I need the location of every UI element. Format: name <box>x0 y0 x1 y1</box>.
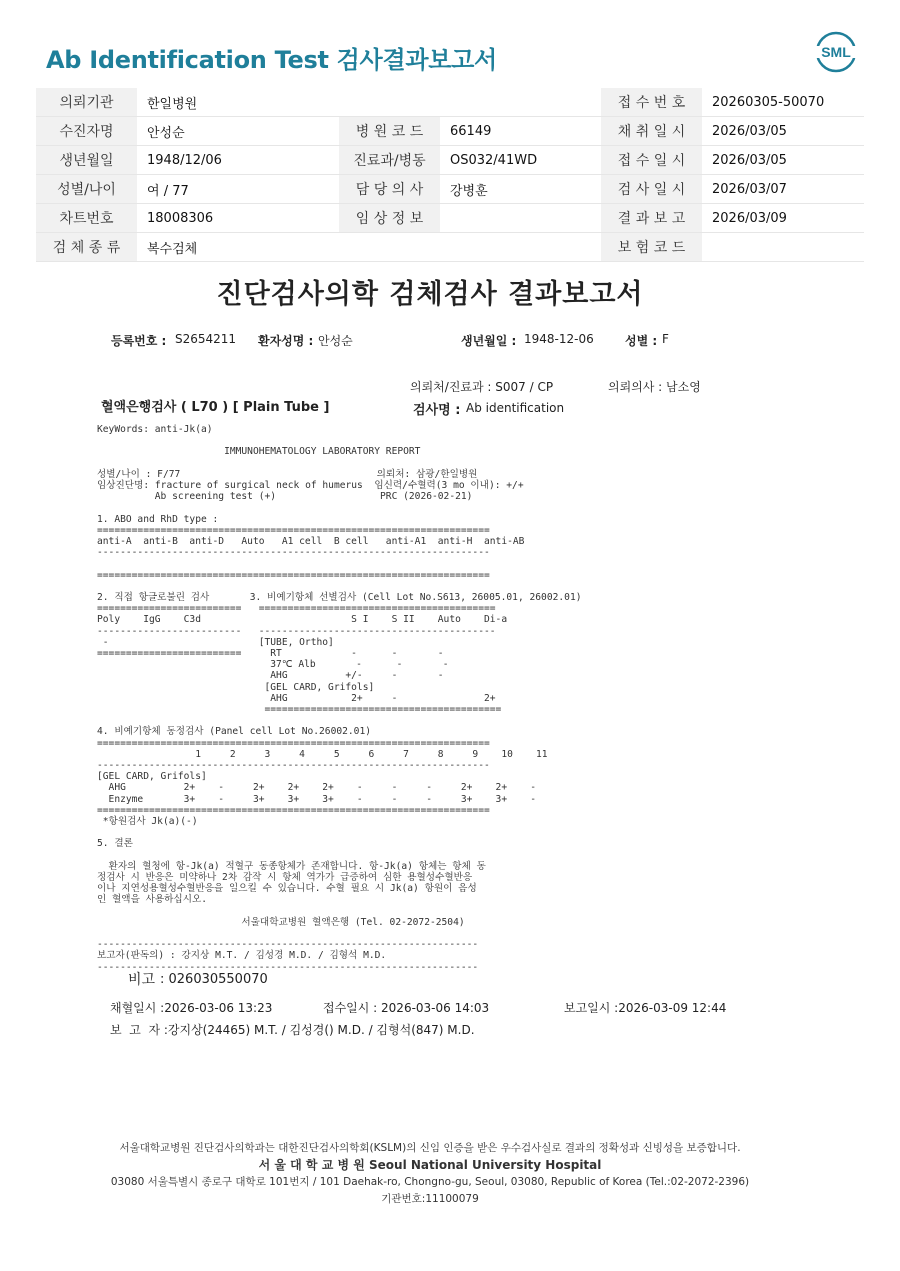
report-line: *항원검사 Jk(a)(-) <box>97 816 198 828</box>
info-value: 한일병원 <box>137 88 339 117</box>
sex: F <box>662 332 669 346</box>
info-row <box>36 117 864 146</box>
report-line <box>97 502 582 513</box>
dob-label: 생년월일 : <box>461 334 517 348</box>
report-line <box>97 850 582 861</box>
report-line: ========================================= <box>97 704 502 715</box>
report-line: 5. 결론 <box>97 838 133 850</box>
received-datetime: 접수일시 : 2026-03-06 14:03 <box>323 1001 490 1015</box>
report-line: Poly IgG C3d S I S II Auto Di-a <box>97 614 508 626</box>
info-row <box>36 175 864 204</box>
info-label: 차트번호 <box>36 204 137 233</box>
report-line: -------------------------------------------------------------------- <box>97 760 490 771</box>
info-row <box>36 233 864 262</box>
info-label: 채 취 일 시 <box>601 117 702 146</box>
report-line <box>97 435 582 446</box>
report-line: ==================================================================== <box>97 569 490 581</box>
report-line <box>97 558 582 569</box>
report-line: 서울대학교병원 혈액은행 (Tel. 02-2072-2504) <box>97 916 465 928</box>
report-line: 2. 직접 항글로불린 검사 3. 비예기항체 선별검사 (Cell Lot No.S613, 26005.01, 26002.01) <box>97 591 582 603</box>
report-line: IMMUNOHEMATOLOGY LABORATORY REPORT <box>97 446 421 458</box>
ordering-doctor: 의뢰의사 : 남소영 <box>608 380 701 394</box>
info-label: 수진자명 <box>36 117 137 146</box>
info-label: 임 상 정 보 <box>339 204 440 233</box>
info-label: 생년월일 <box>36 146 137 175</box>
info-row <box>36 88 864 117</box>
info-value: 2026/03/05 <box>702 146 864 175</box>
report-title: Ab Identification Test 검사결과보고서 <box>46 46 497 74</box>
logo-text: SML <box>821 44 851 60</box>
info-label <box>339 88 440 117</box>
info-value: OS032/41WD <box>440 146 601 175</box>
dept: 의뢰처/진료과 : S007 / CP <box>410 380 554 394</box>
footer-address: 03080 서울특별시 종로구 대학로 101번지 / 101 Daehak-ro, Chongno-gu, Seoul, 03080, Republic of Korea (Tel.:02-2072-2396) <box>110 1176 750 1188</box>
patient-name: 안성순 <box>318 334 353 348</box>
report-line <box>97 581 582 592</box>
report-line: 성별/나이 : F/77 의뢰처: 삼광/한일병원 <box>97 468 478 480</box>
sex-label: 성별 : <box>625 334 658 348</box>
info-value: 강병훈 <box>440 175 601 204</box>
report-line: - [TUBE, Ortho] <box>97 636 334 648</box>
info-value: 복수검체 <box>137 233 339 262</box>
info-label: 병 원 코 드 <box>339 117 440 146</box>
report-line: ==================================================================== <box>97 804 490 816</box>
info-value: 2026/03/07 <box>702 175 864 204</box>
report-line <box>97 827 582 838</box>
report-line: 보고자(판독의) : 강지상 M.T. / 김성경 M.D. / 김형석 M.D. <box>97 950 387 962</box>
info-value <box>702 233 864 262</box>
info-label: 접 수 번 호 <box>601 88 702 117</box>
info-value: 18008306 <box>137 204 339 233</box>
reported-datetime: 보고일시 :2026-03-09 12:44 <box>564 1001 727 1015</box>
info-label <box>339 233 440 262</box>
info-value <box>440 88 601 117</box>
report-line: AHG 2+ - 2+ <box>97 692 496 704</box>
report-line: AHG 2+ - 2+ 2+ 2+ - - - 2+ 2+ - <box>97 782 536 794</box>
patient-info-table <box>36 88 864 262</box>
report-line: ------------------------------------------------------------------ <box>97 939 479 951</box>
report-line: ------------------------------------------------------------------ <box>97 961 479 973</box>
report-line: ==================================================================== <box>97 524 490 536</box>
info-value: 66149 <box>440 117 601 146</box>
info-value: 2026/03/09 <box>702 204 864 233</box>
report-line: -------------------------------------------------------------------- <box>97 547 490 559</box>
report-line: 환자의 혈청에 항-Jk(a) 적혈구 동종항체가 존재합니다. 항-Jk(a) 항체는 항체 동 <box>97 860 486 872</box>
info-label: 성별/나이 <box>36 175 137 204</box>
info-label: 검 체 종 류 <box>36 233 137 262</box>
info-value: 1948/12/06 <box>137 146 339 175</box>
report-line: 인 혈액을 사용하십시오. <box>97 894 208 906</box>
info-value: 여 / 77 <box>137 175 339 204</box>
report-line: 37℃ Alb - - - <box>97 659 449 671</box>
reg-no-label: 등록번호 : <box>111 334 167 348</box>
report-line <box>97 458 582 469</box>
dob: 1948-12-06 <box>524 332 594 346</box>
info-value: 20260305-50070 <box>702 88 864 117</box>
report-line <box>97 928 582 939</box>
info-label: 보 험 코 드 <box>601 233 702 262</box>
report-line: KeyWords: anti-Jk(a) <box>97 424 213 435</box>
report-line: ========================= RT - - - <box>97 647 444 659</box>
info-label: 담 당 의 사 <box>339 175 440 204</box>
report-line <box>97 906 582 917</box>
patient-name-label: 환자성명 : <box>258 334 314 348</box>
report-line: 임상진단명: fracture of surgical neck of humerus 임신력/수혈력(3 mo 이내): +/+ <box>97 479 524 491</box>
remark: : 026030550070 <box>160 972 268 987</box>
info-label: 접 수 일 시 <box>601 146 702 175</box>
report-line <box>97 715 582 726</box>
report-line: Ab screening test (+) PRC (2026-02-21) <box>97 491 473 503</box>
report-line: 정검사 시 반응은 미약하나 2차 감작 시 항체 역가가 급증하여 심한 용혈성수혈반응 <box>97 872 473 883</box>
report-heading: 진단검사의학 검체검사 결과보고서 <box>216 279 644 310</box>
sml-logo <box>814 30 858 74</box>
report-line: 1. ABO and RhD type : <box>97 513 219 525</box>
report-line: AHG +/- - - <box>97 670 444 682</box>
info-label: 검 사 일 시 <box>601 175 702 204</box>
exam-group: 혈액은행검사 ( L70 ) [ Plain Tube ] <box>101 400 330 415</box>
remark-label: 비고 <box>128 972 156 988</box>
info-label: 결 과 보 고 <box>601 204 702 233</box>
exam-label: 검사명 : <box>413 403 461 418</box>
info-row <box>36 204 864 233</box>
report-line: 1 2 3 4 5 6 7 8 9 10 11 <box>97 748 548 760</box>
info-value <box>440 204 601 233</box>
info-value <box>440 233 601 262</box>
info-row <box>36 146 864 175</box>
info-value: 안성순 <box>137 117 339 146</box>
report-line: [GEL CARD, Grifols] <box>97 681 375 693</box>
report-line: anti-A anti-B anti-D Auto A1 cell B cell anti-A1 anti-H anti-AB <box>97 535 525 547</box>
exam-name: Ab identification <box>466 401 565 415</box>
report-line: ========================= ========================================= <box>97 603 496 615</box>
reg-no: S2654211 <box>175 332 237 346</box>
footer-hospital: 서 울 대 학 교 병 원 Seoul National University Hospital <box>258 1158 602 1172</box>
footer-accreditation: 서울대학교병원 진단검사의학과는 대한진단검사의학회(KSLM)의 신임 인증을 받은 우수검사실로 결과의 정확성과 신빙성을 보증합니다. <box>119 1142 741 1154</box>
info-label: 진료과/병동 <box>339 146 440 175</box>
collected-datetime: 채혈일시 :2026-03-06 13:23 <box>110 1001 273 1015</box>
report-line: 4. 비예기항체 동정검사 (Panel cell Lot No.26002.01) <box>97 726 372 738</box>
footer-institution-no: 기관번호:11100079 <box>381 1193 479 1205</box>
report-line: ------------------------- ----------------------------------------- <box>97 625 496 637</box>
report-body <box>97 424 582 973</box>
reporter: 보 고 자 :강지상(24465) M.T. / 김성경() M.D. / 김형석(847) M.D. <box>110 1023 475 1037</box>
info-label: 의뢰기관 <box>36 88 137 117</box>
report-line: 이나 지연성용혈성수혈반응을 일으킬 수 있습니다. 수혈 필요 시 Jk(a) 항원이 음성 <box>97 883 477 895</box>
info-value: 2026/03/05 <box>702 117 864 146</box>
report-line: ==================================================================== <box>97 737 490 749</box>
report-line: Enzyme 3+ - 3+ 3+ 3+ - - - 3+ 3+ - <box>97 793 536 805</box>
report-line: [GEL CARD, Grifols] <box>97 771 207 783</box>
